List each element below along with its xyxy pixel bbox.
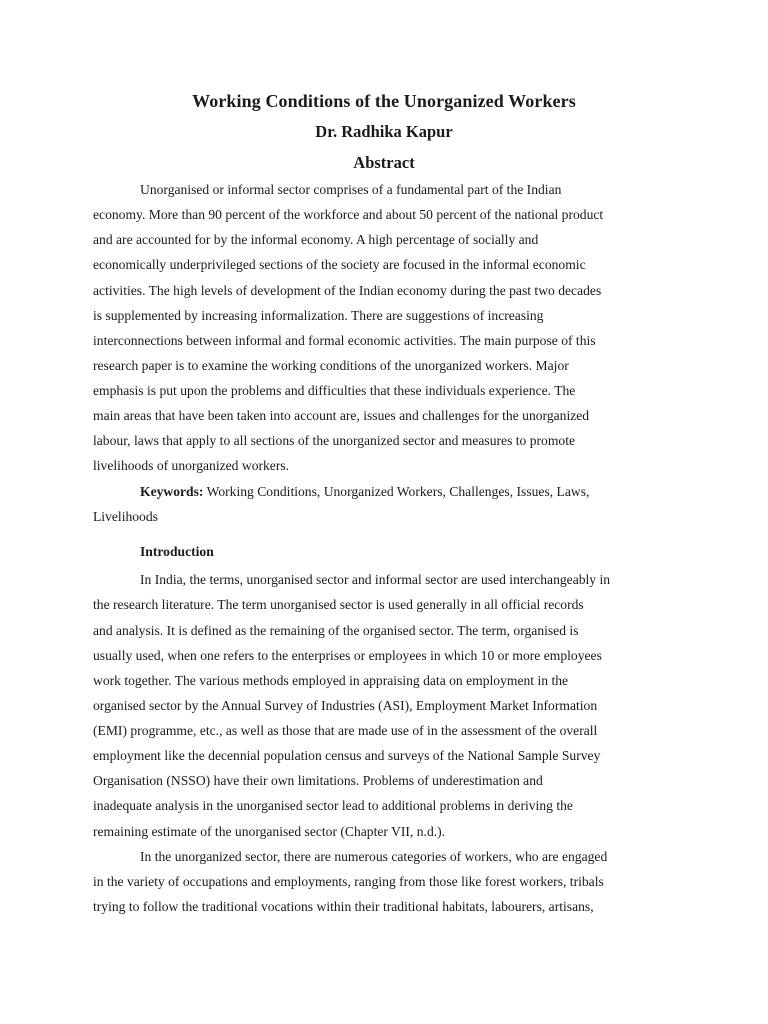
intro-line: In the unorganized sector, there are numerous categories of workers, who are engaged [140, 849, 608, 864]
keywords-continuation: Livelihoods [93, 509, 158, 524]
intro-line: Organisation (NSSO) have their own limitations. Problems of underestimation and [93, 773, 543, 788]
abstract-line: Unorganised or informal sector comprises of a fundamental part of the Indian [140, 182, 562, 197]
intro-line: work together. The various methods employed in appraising data on employment in the [93, 673, 569, 688]
intro-line: remaining estimate of the unorganised sector (Chapter VII, n.d.). [93, 824, 446, 839]
intro-line: (EMI) programme, etc., as well as those that are made use of in the assessment of the overall [93, 723, 598, 738]
intro-line: employment like the decennial population census and surveys of the National Sample Survey [93, 748, 601, 763]
keywords-label: Keywords: [140, 484, 204, 499]
abstract-heading: Abstract [353, 153, 415, 172]
abstract-line: interconnections between informal and formal economic activities. The main purpose of this [93, 333, 596, 348]
abstract-line: and are accounted for by the informal economy. A high percentage of socially and [93, 232, 539, 247]
intro-line: In India, the terms, unorganised sector and informal sector are used interchangeably in [140, 572, 611, 587]
abstract-line: main areas that have been taken into account are, issues and challenges for the unorganized [93, 408, 590, 423]
intro-line: trying to follow the traditional vocations within their traditional habitats, labourers, artisans, [93, 899, 594, 914]
abstract-line: activities. The high levels of development of the Indian economy during the past two decades [93, 283, 602, 298]
abstract-line: economically underprivileged sections of the society are focused in the informal economic [93, 257, 586, 272]
intro-line: the research literature. The term unorganised sector is used generally in all official records [93, 597, 584, 612]
abstract-line: research paper is to examine the working conditions of the unorganized workers. Major [93, 358, 569, 373]
introduction-heading: Introduction [140, 544, 214, 559]
abstract-line: economy. More than 90 percent of the workforce and about 50 percent of the national product [93, 207, 604, 222]
intro-line: inadequate analysis in the unorganised sector lead to additional problems in deriving the [93, 798, 573, 813]
abstract-line: emphasis is put upon the problems and difficulties that these individuals experience. The [93, 383, 576, 398]
abstract-line: livelihoods of unorganized workers. [93, 458, 290, 473]
author-name: Dr. Radhika Kapur [315, 122, 453, 141]
abstract-line: labour, laws that apply to all sections of the unorganized sector and measures to promote [93, 433, 576, 448]
abstract-line: is supplemented by increasing informalization. There are suggestions of increasing [93, 308, 544, 323]
intro-line: in the variety of occupations and employments, ranging from those like forest workers, tribals [93, 874, 604, 889]
keywords-line [140, 483, 589, 501]
intro-line: organised sector by the Annual Survey of Industries (ASI), Employment Market Information [93, 698, 598, 713]
paper-title: Working Conditions of the Unorganized Workers [192, 91, 576, 111]
keywords-text: Working Conditions, Unorganized Workers, Challenges, Issues, Laws, [203, 484, 590, 499]
intro-line: and analysis. It is defined as the remaining of the organised sector. The term, organised is [93, 623, 579, 638]
intro-line: usually used, when one refers to the enterprises or employees in which 10 or more employees [93, 648, 602, 663]
